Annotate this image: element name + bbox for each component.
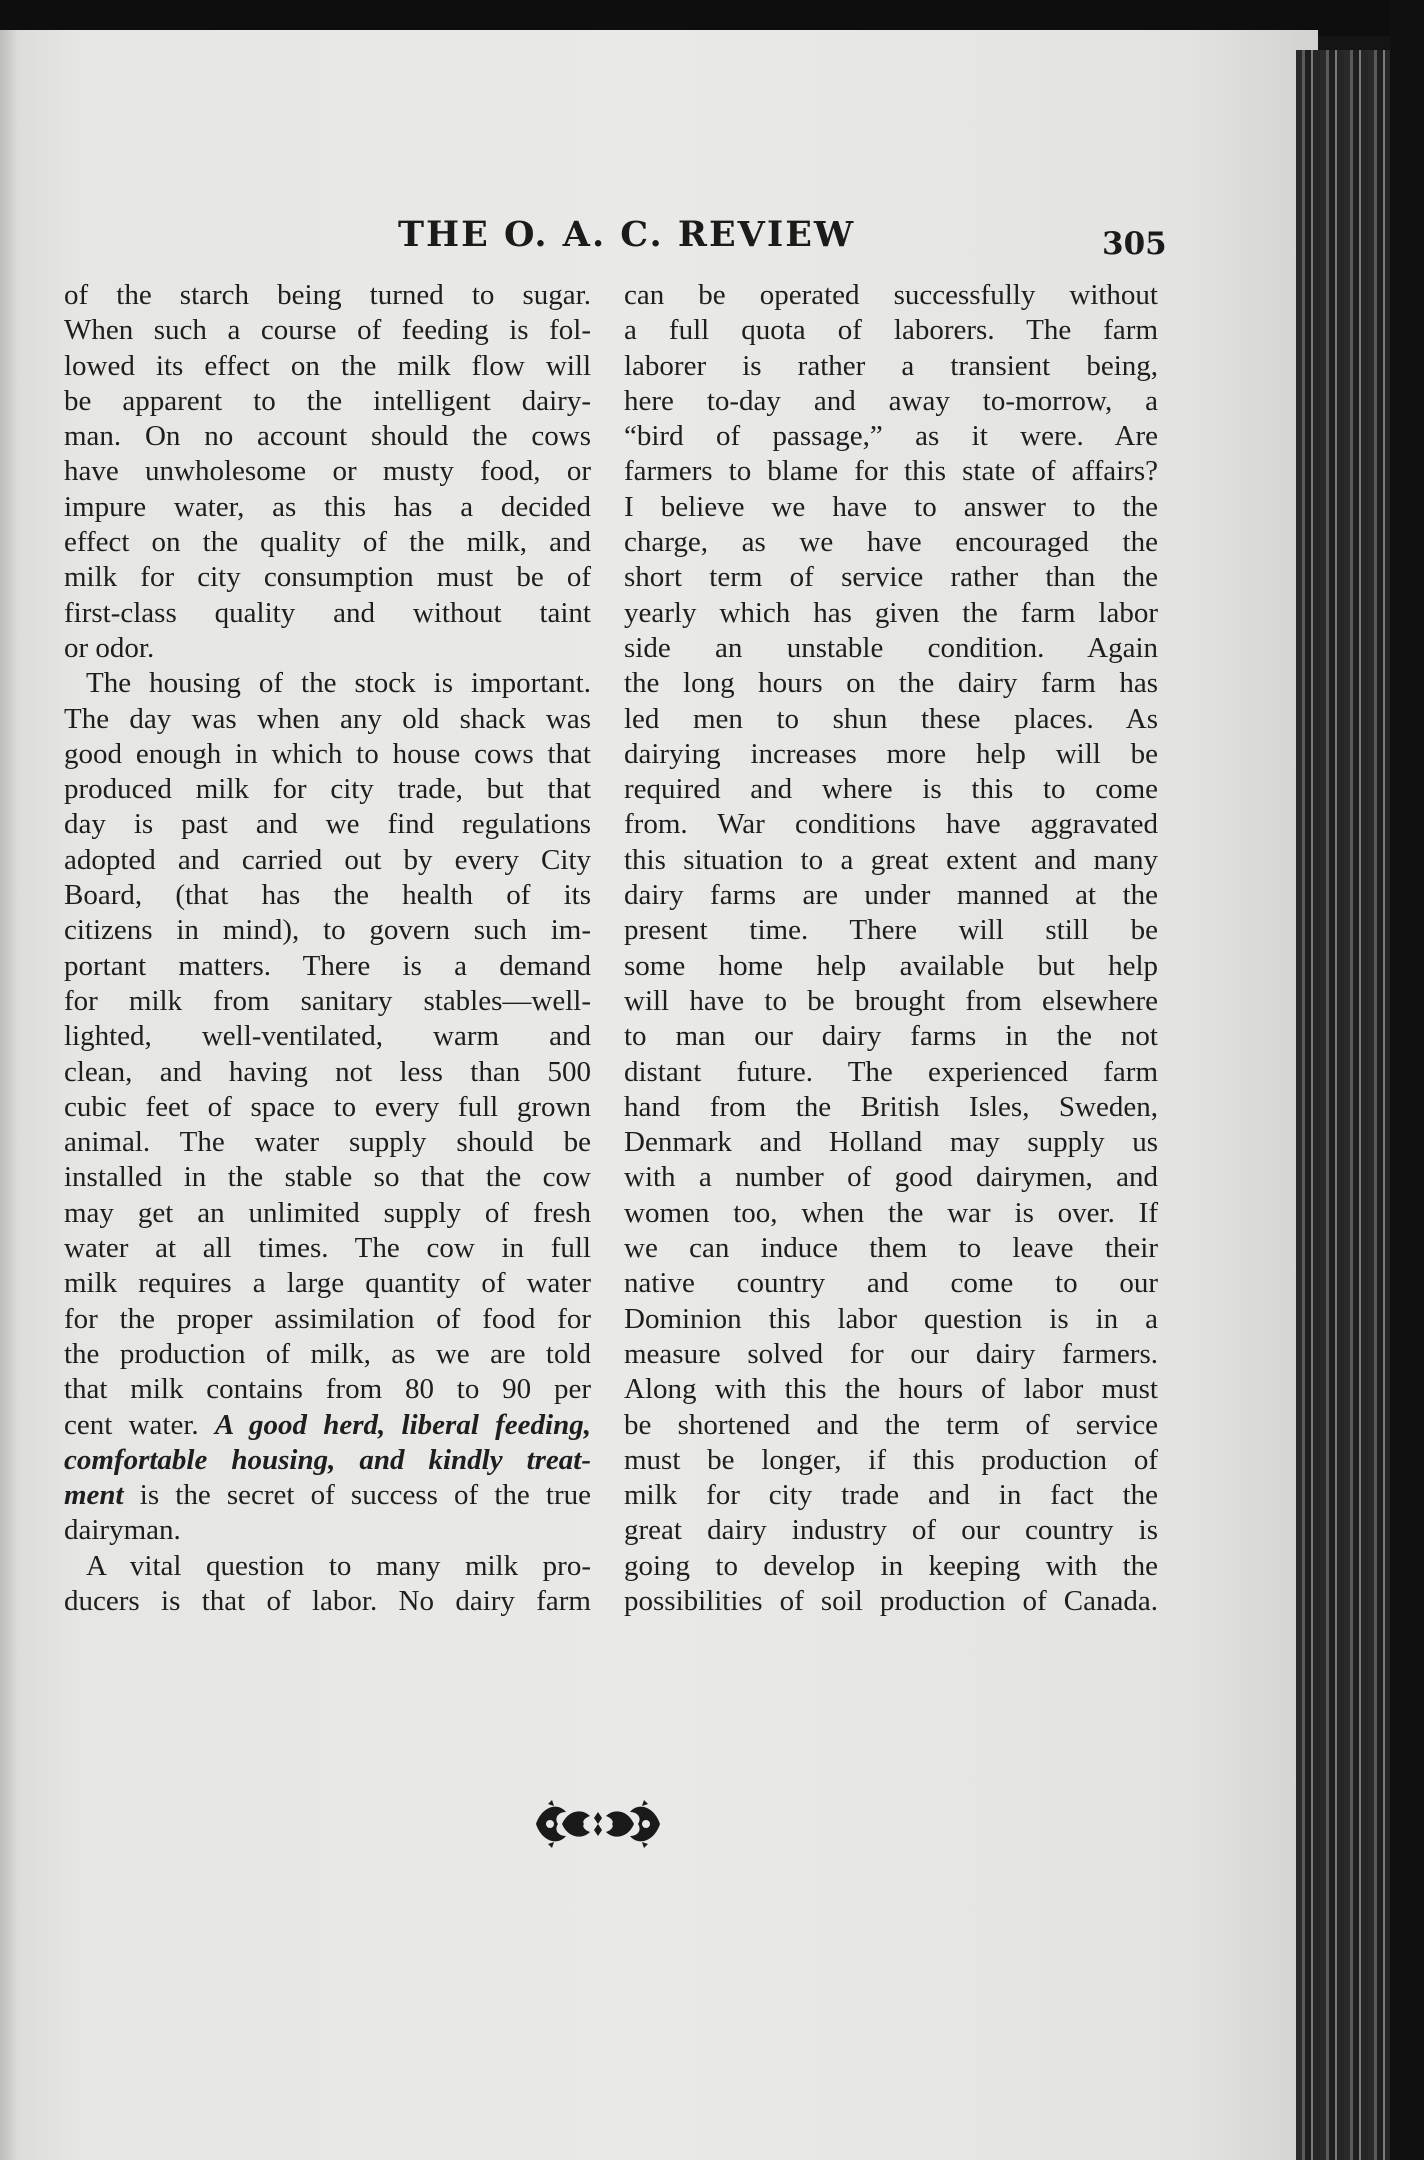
scan-right-border [1390, 0, 1424, 2160]
text-line: native country and come to our [624, 1267, 1158, 1300]
text-line: The housing of the stock is important. [86, 667, 591, 700]
text-run: is the secret of success of the true [123, 1479, 591, 1512]
text-line: citizens in mind), to govern such im- [64, 914, 591, 947]
text-line: charge, as we have encouraged the [624, 526, 1158, 559]
text-line: women too, when the war is over. If [624, 1196, 1158, 1229]
text-line: clean, and having not less than 500 [64, 1055, 591, 1088]
text-line: going to develop in keeping with the [624, 1549, 1158, 1582]
text-line: the production of milk, as we are told [64, 1337, 591, 1370]
text-line: or odor. [64, 631, 155, 664]
text-line: led men to shun these places. As [624, 702, 1158, 735]
text-line: Along with this the hours of labor must [624, 1373, 1158, 1406]
text-line: Board, (that has the health of its [64, 879, 591, 912]
text-line: this situation to a great extent and many [624, 843, 1158, 876]
text-line: with a number of good dairymen, and [624, 1161, 1158, 1194]
text-line: present time. There will still be [624, 914, 1158, 947]
text-line: may get an unlimited supply of fresh [64, 1196, 591, 1229]
text-line: that milk contains from 80 to 90 per [64, 1373, 591, 1406]
page-header [0, 208, 1318, 268]
text-line: short term of service rather than the [624, 561, 1158, 594]
page-number: 305 [1102, 226, 1167, 262]
page-shadow [0, 30, 18, 2160]
text-line: farmers to blame for this state of affairs? [624, 455, 1158, 488]
text-line: impure water, as this has a decided [64, 490, 591, 523]
text-line: we can induce them to leave their [624, 1232, 1158, 1265]
text-line: be shortened and the term of service [624, 1408, 1158, 1441]
text-line: milk for city trade and in fact the [624, 1479, 1158, 1512]
emphasis-run: ment [64, 1479, 124, 1512]
text-line [64, 1408, 591, 1443]
text-line: I believe we have to answer to the [624, 490, 1158, 523]
text-line: water at all times. The cow in full [64, 1232, 591, 1265]
text-line: laborer is rather a transient being, [624, 349, 1158, 382]
text-line: here to-day and away to-morrow, a [624, 384, 1158, 417]
emphasis-run: comfortable housing, and kindly treat- [64, 1443, 591, 1476]
text-line: dairy farms are under manned at the [624, 879, 1158, 912]
text-line: great dairy industry of our country is [624, 1514, 1158, 1547]
text-line: good enough in which to house cows that [64, 737, 591, 770]
text-line: ducers is that of labor. No dairy farm [64, 1584, 591, 1617]
text-line: day is past and we find regulations [64, 808, 591, 841]
text-line: lowed its effect on the milk flow will [64, 349, 591, 382]
text-line: adopted and carried out by every City [64, 843, 591, 876]
text-line: A vital question to many milk pro- [86, 1549, 591, 1582]
text-line: from. War conditions have aggravated [624, 808, 1158, 841]
text-line: animal. The water supply should be [64, 1126, 591, 1159]
text-line: be apparent to the intelligent dairy- [64, 384, 591, 417]
text-line: portant matters. There is a demand [64, 949, 591, 982]
text-line: measure solved for our dairy farmers. [624, 1337, 1158, 1370]
text-line: “bird of passage,” as it were. Are [624, 420, 1158, 453]
text-line [64, 1478, 591, 1513]
text-line: for the proper assimilation of food for [64, 1302, 591, 1335]
text-line: cubic feet of space to every full grown [64, 1090, 591, 1123]
emphasis-run: A good herd, liberal feeding, [214, 1408, 591, 1441]
text-line: possibilities of soil production of Canada. [624, 1584, 1158, 1617]
text-line: distant future. The experienced farm [624, 1055, 1158, 1088]
text-line: side an unstable condition. Again [624, 631, 1158, 664]
text-line: can be operated successfully without [624, 279, 1158, 311]
running-title: THE O. A. C. REVIEW [398, 214, 856, 255]
text-line: first-class quality and without taint [64, 596, 591, 629]
text-line: lighted, well-ventilated, warm and [64, 1020, 591, 1053]
text-line: dairying increases more help will be [624, 737, 1158, 770]
text-run: cent water. [64, 1408, 215, 1441]
text-line: produced milk for city trade, but that [64, 773, 591, 806]
text-line: yearly which has given the farm labor [624, 596, 1158, 629]
text-line: will have to be brought from elsewhere [624, 984, 1158, 1017]
text-line: a full quota of laborers. The farm [624, 314, 1158, 347]
text-line: milk requires a large quantity of water [64, 1267, 591, 1300]
text-line: of the starch being turned to sugar. [64, 279, 591, 311]
text-line: The day was when any old shack was [64, 702, 591, 735]
text-line: to man our dairy farms in the not [624, 1020, 1158, 1053]
text-line: When such a course of feeding is fol- [64, 314, 591, 347]
text-line: milk for city consumption must be of [64, 561, 591, 594]
text-line: must be longer, if this production of [624, 1443, 1158, 1476]
text-line: man. On no account should the cows [64, 420, 591, 453]
text-line: for milk from sanitary stables—well- [64, 984, 591, 1017]
text-line: some home help available but help [624, 949, 1158, 982]
text-line: dairyman. [64, 1514, 181, 1547]
text-line: effect on the quality of the milk, and [64, 526, 591, 559]
text-line: installed in the stable so that the cow [64, 1161, 591, 1194]
left-column [64, 278, 591, 1619]
right-column [624, 278, 1158, 1619]
text-line: Denmark and Holland may supply us [624, 1126, 1158, 1159]
text-line: Dominion this labor question is in a [624, 1302, 1158, 1335]
text-line: hand from the British Isles, Sweden, [624, 1090, 1158, 1123]
text-line: the long hours on the dairy farm has [624, 667, 1158, 700]
text-line [64, 1443, 591, 1478]
leaf-ornament-icon [528, 1798, 668, 1850]
text-line: have unwholesome or musty food, or [64, 455, 591, 488]
text-line: required and where is this to come [624, 773, 1158, 806]
